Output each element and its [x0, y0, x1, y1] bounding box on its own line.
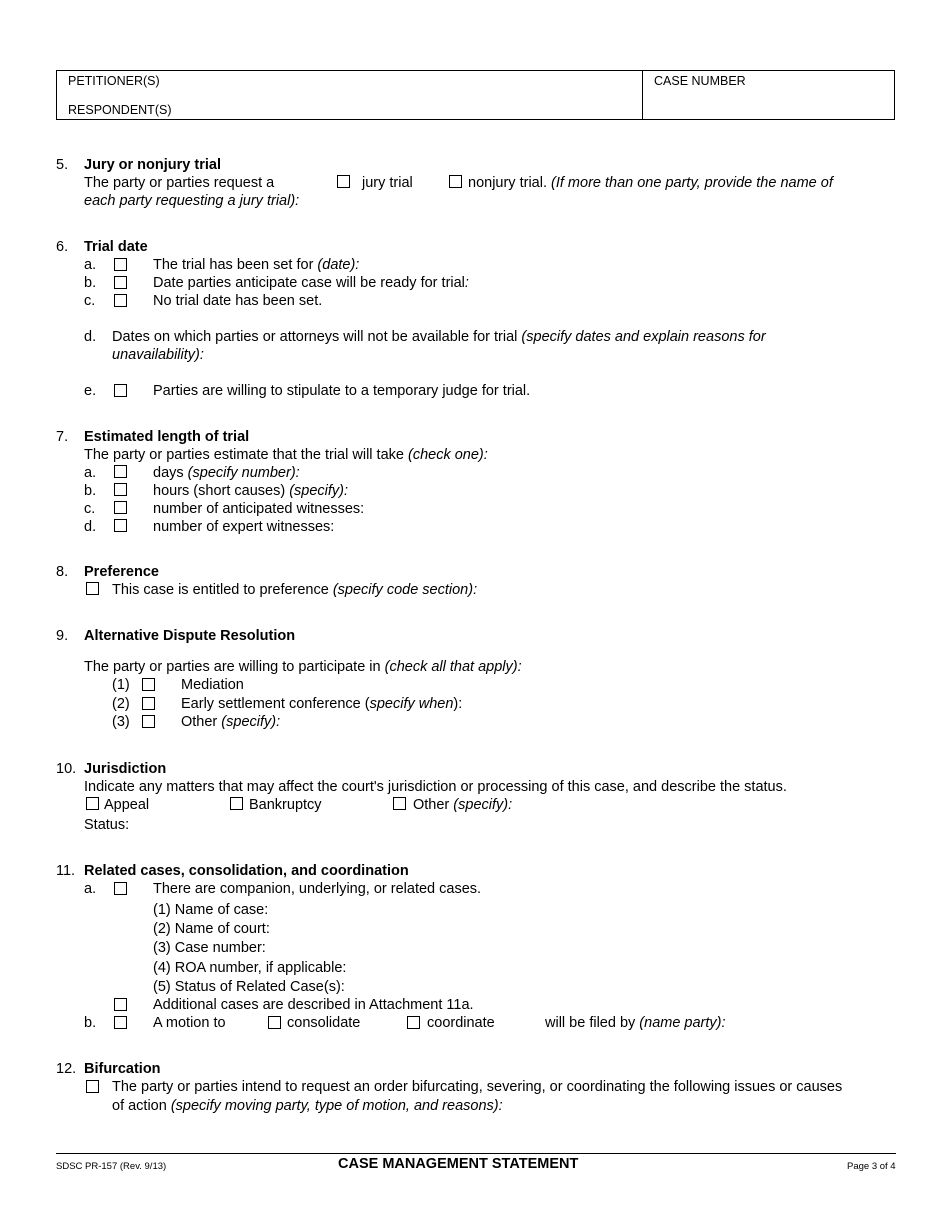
adr-other-label: Other (specify):: [181, 714, 281, 730]
section-10-title: Jurisdiction: [84, 761, 167, 777]
section-10-number: 10.: [56, 761, 77, 777]
related-case-number-label: (3) Case number:: [153, 940, 266, 956]
section-5-note: each party requesting a jury trial):: [84, 193, 300, 209]
item-6d-letter: d.: [84, 329, 97, 345]
appeal-checkbox[interactable]: [86, 797, 99, 810]
filed-by-text: will be filed by (name party):: [545, 1015, 726, 1031]
item-6e-text: Parties are willing to stipulate to a temporary judge for trial.: [153, 383, 531, 399]
expert-witnesses-checkbox[interactable]: [114, 519, 127, 532]
jurisdiction-other-checkbox[interactable]: [393, 797, 406, 810]
bifurcation-text-cont: of action (specify moving party, type of motion, and reasons):: [112, 1098, 503, 1114]
coordinate-label: coordinate: [427, 1015, 495, 1031]
form-id: SDSC PR-157 (Rev. 9/13): [56, 1161, 167, 1172]
trial-ready-checkbox[interactable]: [114, 276, 127, 289]
item-6a-text: The trial has been set for (date):: [153, 257, 360, 273]
consolidate-label: consolidate: [287, 1015, 361, 1031]
settlement-conference-label: Early settlement conference (specify when):: [181, 696, 463, 712]
bankruptcy-checkbox[interactable]: [230, 797, 243, 810]
section-7-number: 7.: [56, 429, 69, 445]
days-checkbox[interactable]: [114, 465, 127, 478]
adr-option-1-number: (1): [112, 677, 130, 693]
section-5-number: 5.: [56, 157, 69, 173]
section-12-title: Bifurcation: [84, 1061, 161, 1077]
related-case-status-label: (5) Status of Related Case(s):: [153, 979, 345, 995]
section-5-lead: The party or parties request a: [84, 175, 275, 191]
item-7d-text: number of expert witnesses:: [153, 519, 335, 535]
jury-trial-checkbox[interactable]: [337, 175, 350, 188]
item-7c-text: number of anticipated witnesses:: [153, 501, 365, 517]
jury-trial-label: jury trial: [362, 175, 413, 191]
petitioners-label: PETITIONER(S): [68, 74, 160, 88]
section-6-number: 6.: [56, 239, 69, 255]
page-number: Page 3 of 4: [847, 1161, 896, 1172]
bankruptcy-label: Bankruptcy: [249, 797, 322, 813]
item-6b-letter: b.: [84, 275, 97, 291]
item-6d-text-cont: unavailability):: [112, 347, 204, 363]
related-roa-number-label: (4) ROA number, if applicable:: [153, 960, 347, 976]
temporary-judge-checkbox[interactable]: [114, 384, 127, 397]
item-6e-letter: e.: [84, 383, 97, 399]
additional-cases-text: Additional cases are described in Attachment 11a.: [153, 997, 474, 1013]
section-9-number: 9.: [56, 628, 69, 644]
nonjury-trial-checkbox[interactable]: [449, 175, 462, 188]
section-7-lead: The party or parties estimate that the trial will take (check one):: [84, 447, 488, 463]
section-8-number: 8.: [56, 564, 69, 580]
item-7a-letter: a.: [84, 465, 97, 481]
preference-text: This case is entitled to preference (specify code section):: [112, 582, 478, 598]
related-case-name-label: (1) Name of case:: [153, 902, 269, 918]
caption-divider: [642, 71, 643, 119]
item-11a-letter: a.: [84, 881, 97, 897]
footer-rule: [56, 1153, 896, 1154]
bifurcation-text: The party or parties intend to request an order bifurcating, severing, or coordinating the following issues or causes: [112, 1079, 843, 1095]
bifurcation-checkbox[interactable]: [86, 1080, 99, 1093]
mediation-label: Mediation: [181, 677, 244, 693]
item-6a-letter: a.: [84, 257, 97, 273]
item-11a-text: There are companion, underlying, or related cases.: [153, 881, 482, 897]
jurisdiction-status-label: Status:: [84, 817, 130, 833]
mediation-checkbox[interactable]: [142, 678, 155, 691]
item-7a-text: days (specify number):: [153, 465, 300, 481]
settlement-conference-checkbox[interactable]: [142, 697, 155, 710]
section-7-title: Estimated length of trial: [84, 429, 250, 445]
section-8-title: Preference: [84, 564, 159, 580]
section-9-lead: The party or parties are willing to participate in (check all that apply):: [84, 659, 522, 675]
section-11-title: Related cases, consolidation, and coordination: [84, 863, 409, 879]
respondents-label: RESPONDENT(S): [68, 103, 172, 117]
coordinate-checkbox[interactable]: [407, 1016, 420, 1029]
item-7d-letter: d.: [84, 519, 97, 535]
appeal-label: Appeal: [104, 797, 150, 813]
item-6c-letter: c.: [84, 293, 96, 309]
section-5-title: Jury or nonjury trial: [84, 157, 221, 173]
adr-option-2-number: (2): [112, 696, 130, 712]
adr-other-checkbox[interactable]: [142, 715, 155, 728]
item-6d-text: Dates on which parties or attorneys will not be available for trial (specify dates and explain reasons for: [112, 329, 766, 345]
case-number-label: CASE NUMBER: [654, 74, 746, 88]
hours-checkbox[interactable]: [114, 483, 127, 496]
item-11b-letter: b.: [84, 1015, 97, 1031]
section-9-title: Alternative Dispute Resolution: [84, 628, 296, 644]
item-7c-letter: c.: [84, 501, 96, 517]
section-10-lead: Indicate any matters that may affect the court's jurisdiction or processing of this case, and describe the status.: [84, 779, 787, 795]
section-6-title: Trial date: [84, 239, 148, 255]
witnesses-checkbox[interactable]: [114, 501, 127, 514]
item-6b-text: Date parties anticipate case will be ready for trial:: [153, 275, 469, 291]
additional-cases-checkbox[interactable]: [114, 998, 127, 1011]
consolidate-checkbox[interactable]: [268, 1016, 281, 1029]
footer-title: CASE MANAGEMENT STATEMENT: [338, 1156, 579, 1172]
section-12-number: 12.: [56, 1061, 77, 1077]
section-11-number: 11.: [56, 863, 76, 879]
adr-option-3-number: (3): [112, 714, 130, 730]
motion-checkbox[interactable]: [114, 1016, 127, 1029]
jurisdiction-other-label: Other (specify):: [413, 797, 513, 813]
related-cases-checkbox[interactable]: [114, 882, 127, 895]
item-11b-text: A motion to: [153, 1015, 226, 1031]
no-trial-date-checkbox[interactable]: [114, 294, 127, 307]
preference-checkbox[interactable]: [86, 582, 99, 595]
item-7b-text: hours (short causes) (specify):: [153, 483, 349, 499]
trial-set-checkbox[interactable]: [114, 258, 127, 271]
item-6c-text: No trial date has been set.: [153, 293, 323, 309]
related-court-name-label: (2) Name of court:: [153, 921, 270, 937]
caption-header-box: [56, 70, 895, 120]
nonjury-trial-label: nonjury trial. (If more than one party, provide the name of: [468, 175, 833, 191]
item-7b-letter: b.: [84, 483, 97, 499]
